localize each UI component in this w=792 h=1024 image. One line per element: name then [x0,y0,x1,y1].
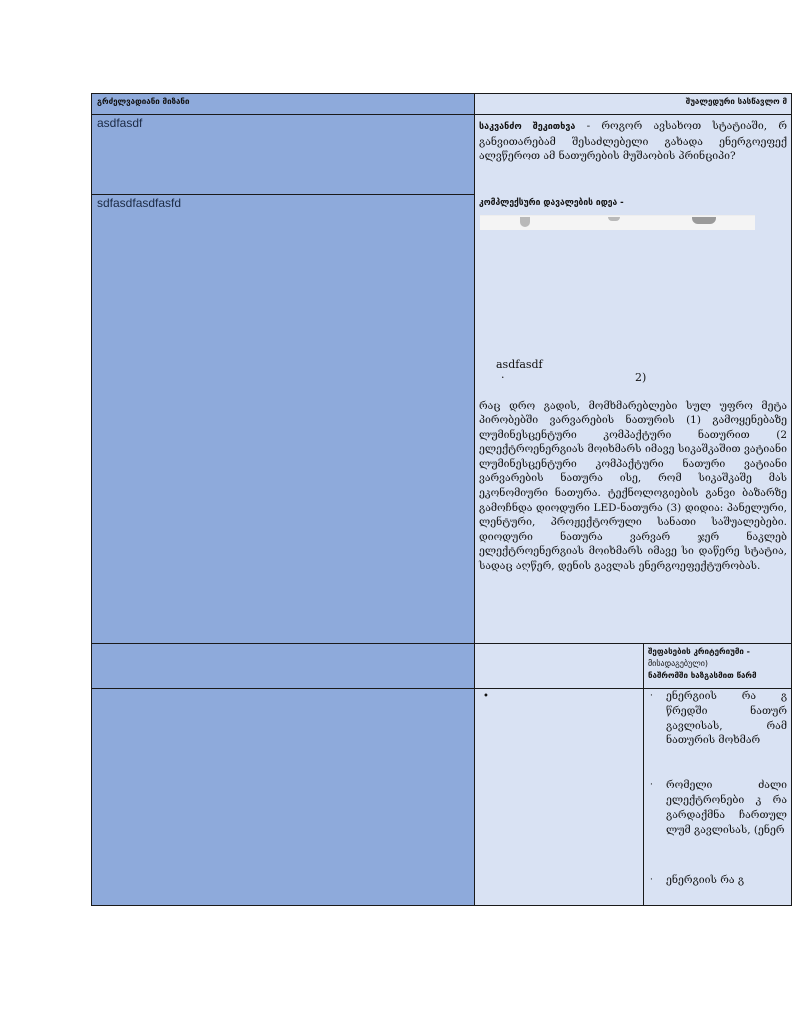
criteria-row [92,644,792,689]
left-note-2: sdfasdfasdfasfd [97,196,182,210]
header-intermediate-goal [475,94,792,115]
left-note-1: asdfasdf [97,116,143,130]
left-goal-cell [92,115,475,644]
bullet-marker: · [650,691,653,701]
criteria-item-3 [644,873,791,888]
incandescent-bulb-icon [520,217,530,227]
task-paragraph: რაც დრო გადის, მომხმარებლები სულ უფრო მეტა პირობებში ვარვარების ნათურის (1) გამოყენებაზე ლუმინესცენტური კომპაქტური ნათურით (2 ელექტროენერგიას მოიხმარს იმავე სიკაშკაშით ვატიანი ლუმინესცენტური კომპაქტური ნათური ვატიანი ვარვარების ნათურა ისე, რომ სიკაშკაშე მას ეკონომიური ნათურა. ტექნოლოგიების განვი ბაზარზე გამოჩნდა დიოდური LED-ნათურა (3) დიდია: პანელური, ლენტური, პროჟექტორული სანათი საშუალებები. დიოდური ნათურა ვარვარ ჯერ ნაკლებ ელექტროენერგიას მოიხმარს იმავე სი დაწერე სტატია, სადაც აღწერ, დენის გავლას ენერგოეფექტურობას. [479,399,788,573]
header-left-text: გრძელვადიანი მიზანი [97,97,190,106]
criteria-right-cell [644,644,792,689]
header-long-term-goal [92,94,475,115]
criteria-item-2 [644,778,791,837]
criteria-item-3-text: ენერგიის რა გ [666,874,745,887]
criteria-middle-cell [475,644,644,689]
bullet-marker: · [650,875,653,886]
cfl-bulb-icon [608,217,620,221]
list-bullet: · [501,370,505,384]
criteria-title: შეფასების კრიტერიუმი - [648,647,750,656]
bottom-row [92,689,792,906]
led-bulb-icon [692,217,716,224]
bulbs-image [480,215,755,230]
key-question [475,115,791,164]
planning-table [91,93,792,906]
list-number: 2) [635,370,647,384]
bullet-marker: · [650,780,653,791]
key-question-label: საკვანძო შეკითხვა [479,122,576,132]
image-caption: asdfasdf [496,357,543,371]
criteria-heading: ნაშრომში ხაზგასმით წარმ [648,671,757,680]
bottom-right-cell [644,689,792,906]
main-content-cell [475,115,792,644]
criteria-item-2-text: რომელი ძალი ელექტრონები კ რა გარდაქმნა ჩართულ ლუმ გავლისას, (ენერ [666,779,788,836]
criteria-subtitle: მისადაგებული) [648,659,708,668]
header-row [92,94,792,115]
main-row [92,115,792,644]
bottom-middle-cell [475,689,644,906]
task-idea-heading: კომპლექსური დავალების იდეა - [479,197,624,208]
middle-bullet: • [483,691,489,702]
criteria-item-1-text: ენერგიის რა გ წრედში ნათურ გავლისას, რამ ნათურის მოხმარ [666,690,788,747]
numbered-list [475,371,791,387]
key-question-text: - როგორ ავსახოთ სტატიაში, რ განვითარებამ შესაძლებელი გახადა ენერგოეფექ ალვწეროთ ამ ნათურების მუშაობის პრინციპი? [479,120,788,162]
criteria-left-cell [92,644,475,689]
criteria-item-1 [644,689,791,748]
bottom-left-cell [92,689,475,906]
header-right-text: შუალედური სასწავლო მ [685,97,788,106]
